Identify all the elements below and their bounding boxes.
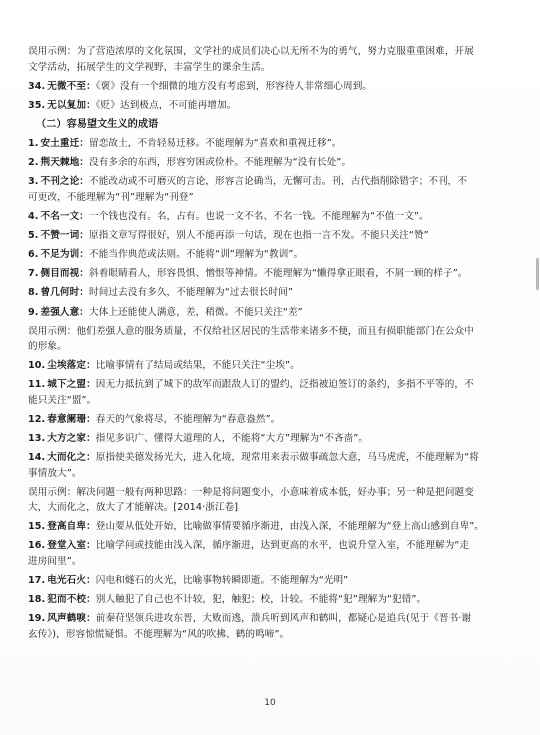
text-line — [28, 266, 516, 282]
definition-text: 一个钱也没有。名，占有。也说一文不名、不名一钱。不能理解为“不值一文”。 — [89, 211, 429, 223]
text-line — [28, 431, 516, 447]
text-line — [28, 377, 516, 393]
entry-number: 14. — [28, 452, 46, 464]
idiom-entry — [28, 611, 516, 642]
idiom-term: 春意阑珊： — [47, 413, 96, 425]
idiom-entry — [28, 285, 516, 301]
entry-number: 10. — [28, 360, 46, 372]
idiom-term: 尘埃落定： — [47, 360, 96, 372]
text-line — [28, 174, 516, 190]
idiom-entry — [28, 573, 516, 589]
entry-number: 7. — [28, 268, 39, 280]
idiom-term: 无以复加： — [47, 99, 96, 111]
text-line — [28, 79, 516, 95]
text-line — [28, 358, 516, 374]
idiom-term: 侧目而视： — [40, 268, 89, 280]
definition-text: 没有多余的东西，形容穷困或俭朴。不能理解为“没有长处”。 — [89, 157, 352, 169]
scrollbar-thumb[interactable] — [536, 258, 539, 290]
text-line — [28, 412, 516, 428]
idiom-entry — [28, 305, 516, 321]
idiom-list-a — [28, 79, 516, 114]
text-line — [28, 627, 516, 643]
text-line — [28, 155, 516, 171]
definition-text: 登山要从低处开始，比喻做事情要循序渐进，由浅入深，不能理解为“登上高山感到自卑”。 — [95, 521, 484, 533]
entry-number: 15. — [28, 521, 46, 533]
idiom-term: 无微不至： — [47, 80, 96, 92]
idiom-entry — [28, 266, 516, 282]
definition-text: 斜着眼睛看人，形容畏惧、憎恨等神情。不能理解为“懒得拿正眼看，不屑一顾的样子”。 — [89, 268, 468, 280]
text-line — [28, 519, 516, 535]
definition-text: 进房间里”。 — [28, 555, 82, 567]
idiom-term: 不刊之论： — [40, 176, 89, 188]
text-line — [28, 450, 516, 466]
misuse-example-b — [28, 324, 516, 355]
idiom-entry — [28, 538, 516, 569]
definition-text: 指见多识广、懂得大道理的人，不能将“大方”理解为“不吝啬”。 — [95, 433, 369, 444]
entry-number: 2. — [28, 157, 39, 169]
idiom-list-c — [28, 358, 516, 481]
text-line: 大，大而化之，放大了才能解决。[2014·浙江卷] — [28, 502, 239, 514]
idiom-term: 大而化之： — [47, 452, 96, 464]
idiom-entry — [28, 592, 516, 608]
idiom-term: 犯而不校： — [47, 594, 96, 606]
entry-number: 6. — [28, 249, 39, 261]
idiom-entry — [28, 209, 516, 225]
definition-text: 不能当作典范或法则。不能将“训”理解为“教训”。 — [89, 249, 304, 261]
idiom-term: 城下之盟： — [47, 379, 96, 391]
definition-text: 玄传》)，形容惊慌疑惧。不能理解为“风的吹拂、鹤的鸣啼”。 — [28, 628, 290, 640]
idiom-term: 不名一文： — [40, 211, 89, 223]
text-line — [28, 190, 516, 206]
entry-number: 1. — [28, 138, 39, 150]
idiom-entry — [28, 358, 516, 374]
idiom-entry — [28, 377, 516, 408]
idiom-term: 不赞一词： — [40, 230, 89, 242]
definition-text: 时间过去没有多久，不能理解为“过去很长时间” — [89, 287, 294, 299]
idiom-entry — [28, 155, 516, 171]
definition-text: 能只关注“盟”。 — [28, 394, 97, 406]
definition-text: 《贬》达到极点，不可能再增加。 — [95, 99, 237, 111]
page-number: 10 — [264, 698, 276, 708]
definition-text: 不能改动或不可磨灭的言论，形容言论确当，无懈可击。刊，古代指削除错字；不刊，不 — [89, 176, 468, 188]
entry-number: 12. — [28, 413, 46, 425]
definition-text: 闪电和燧石的火光，比喻事物转瞬即逝。不能理解为“光明” — [95, 574, 349, 586]
idiom-term: 登堂入室： — [47, 540, 96, 552]
text-line — [28, 98, 516, 114]
entry-number: 13. — [28, 433, 46, 444]
text-line — [28, 285, 516, 301]
entry-number: 17. — [28, 574, 46, 586]
idiom-entry — [28, 174, 516, 205]
idiom-term: 登高自卑： — [47, 521, 96, 533]
text-line — [28, 466, 516, 482]
idiom-entry — [28, 431, 516, 447]
idiom-term: 荆天棘地： — [40, 157, 89, 169]
misuse-example-c — [28, 485, 516, 516]
definition-text: 比喻事情有了结局或结果，不能只关注“尘埃”。 — [95, 360, 300, 372]
idiom-list-b — [28, 136, 516, 320]
definition-text: 大体上还能使人满意，差，稍微。不能只关注“差” — [89, 306, 303, 318]
entry-number: 3. — [28, 176, 39, 188]
text-line — [28, 573, 516, 589]
definition-text: 《褒》没有一个细微的地方没有考虑到，形容待人非常细心周到。 — [95, 80, 373, 92]
definition-text: 原指使美德发扬光大，进入化境，现常用来表示做事疏忽大意，马马虎虎，不能理解为“将 — [95, 452, 479, 464]
scrollbar[interactable] — [535, 0, 540, 735]
text-line — [28, 228, 516, 244]
idiom-entry — [28, 247, 516, 263]
text-line — [28, 136, 516, 152]
entry-number: 11. — [28, 379, 46, 391]
idiom-term: 不足为训： — [40, 249, 89, 261]
text-line — [28, 554, 516, 570]
idiom-entry — [28, 98, 516, 114]
text-line — [28, 393, 516, 409]
entry-number: 9. — [28, 306, 39, 318]
definition-text: 比喻学问或技能由浅入深，循序渐进，达到更高的水平，也说升堂入室，不能理解为“走 — [95, 540, 470, 552]
text-line — [28, 305, 516, 321]
definition-text: 留恋故土，不肯轻易迁移。不能理解为“喜欢和重视迁移”。 — [89, 138, 342, 150]
idiom-term: 风声鹤唳： — [47, 613, 96, 625]
definition-text: 前秦苻坚领兵进攻东晋，大败而逃，溃兵听到风声和鹤叫，都疑心是追兵(见于《晋书·谢 — [95, 613, 472, 625]
definition-text: 春天的气象将尽，不能理解为“春意盎然”。 — [95, 413, 281, 425]
text-line — [28, 538, 516, 554]
idiom-entry — [28, 79, 516, 95]
definition-text: 事情放大”。 — [28, 467, 82, 479]
idiom-entry — [28, 519, 516, 535]
definition-text: 原指文章写得很好，别人不能再添一句话，现在也指一言不发。不能只关注“赞” — [89, 230, 429, 242]
idiom-entry — [28, 228, 516, 244]
entry-number: 18. — [28, 594, 46, 606]
idiom-term: 电光石火： — [47, 574, 96, 586]
idiom-term: 差强人意： — [40, 306, 89, 318]
idiom-term: 曾几何时： — [40, 287, 89, 299]
entry-number: 4. — [28, 211, 39, 223]
text-line: 文学活动，拓展学生的文学视野，丰富学生的课余生活。 — [28, 61, 271, 73]
misuse-example-top — [28, 44, 516, 75]
text-line: 的形象。 — [28, 341, 67, 353]
idiom-term: 安土重迁： — [40, 138, 89, 150]
text-line — [28, 592, 516, 608]
definition-text: 别人触犯了自己也不计较，犯，触犯；校，计较。不能将“犯”理解为“犯错”。 — [95, 594, 427, 606]
text-line — [28, 247, 516, 263]
entry-number: 19. — [28, 613, 46, 625]
entry-number: 16. — [28, 540, 46, 552]
entry-number: 34. — [28, 80, 46, 92]
idiom-entry — [28, 412, 516, 428]
text-line — [28, 611, 516, 627]
text-line: 误用示例：解决问题一般有两种思路：一种是将问题变小，小意味着成本低，好办事；另一种是把问题变 — [28, 486, 474, 498]
definition-text: 因无力抵抗到了城下的敌军而跟敌人订的盟约，泛指被迫签订的条约，多指不平等的，不 — [95, 379, 474, 391]
idiom-list-d — [28, 519, 516, 642]
definition-text: 可更改，不能理解为“刊”理解为“刊登” — [28, 191, 194, 203]
idiom-term: 大方之家： — [47, 433, 96, 444]
section-title: （二）容易望文生义的成语 — [36, 118, 159, 130]
idiom-entry — [28, 136, 516, 152]
entry-number: 35. — [28, 99, 46, 111]
text-line — [28, 209, 516, 225]
text-line: 误用示例：为了营造浓厚的文化氛围，文学社的成员们决心以无所不为的勇气，努力克服重重困难，开展 — [28, 46, 474, 57]
text-line: 误用示例：他们差强人意的服务质量，不仅给社区居民的生活带来诸多不便，而且有损职能部门在公众中 — [28, 325, 474, 337]
entry-number: 5. — [28, 230, 39, 242]
document-content — [28, 44, 516, 646]
idiom-entry — [28, 450, 516, 481]
entry-number: 8. — [28, 287, 39, 299]
